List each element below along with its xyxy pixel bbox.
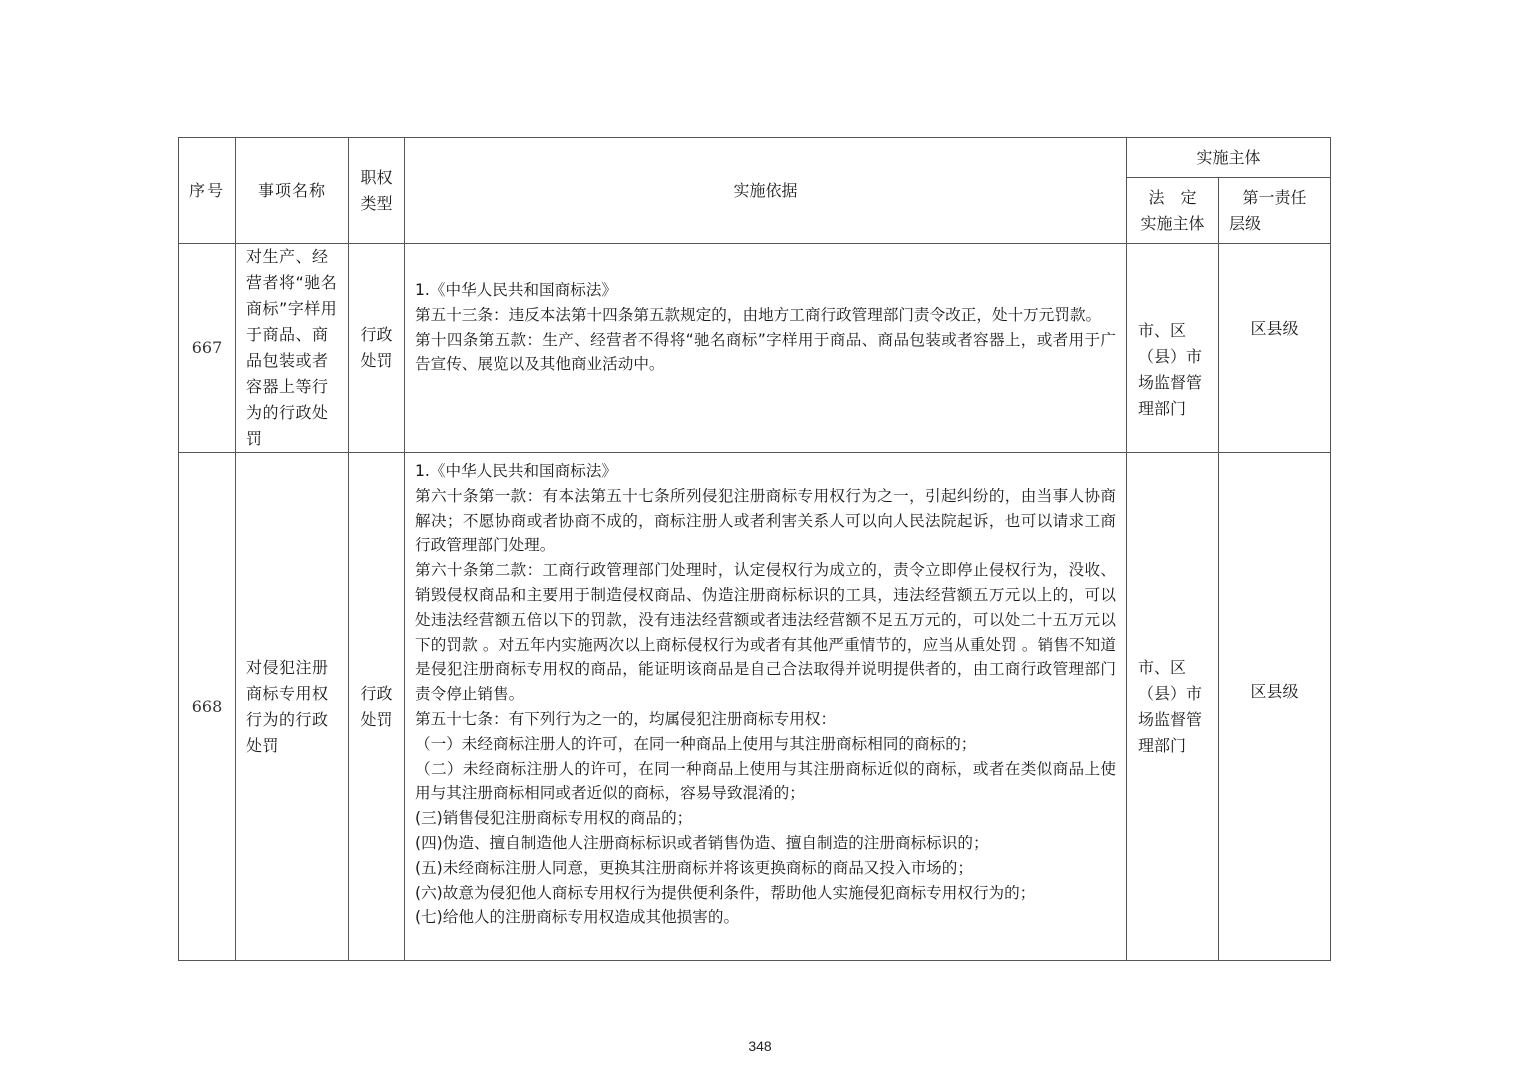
header-first-responsibility-line1: 第一责任 <box>1242 187 1307 207</box>
row-seq: 668 <box>179 453 236 961</box>
basis-line: 第五十三条：违反本法第十四条第五款规定的，由地方工商行政管理部门责令改正，处十万元罚款。 <box>415 305 1102 324</box>
header-subject: 实施主体 <box>1127 138 1331 178</box>
basis-line: 1.《中华人民共和国商标法》 <box>415 462 618 480</box>
basis-line: (三)销售侵犯注册商标专用权的商品的； <box>415 809 693 828</box>
basis-line: (七)给他人的注册商标专用权造成其他损害的。 <box>415 908 740 927</box>
basis-line: (五)未经商标注册人同意，更换其注册商标并将该更换商标的商品又投入市场的； <box>415 858 973 877</box>
row-basis <box>405 453 1127 961</box>
basis-line: 第六十条第二款：工商行政管理部门处理时，认定侵权行为成立的，责令立即停止侵权行为，没收、销毁侵权商品和主要用于制造侵权商品、伪造注册商标标识的工具，违法经营额五万元以上的，可以处违法经营额五倍以下的罚款，没有违法经营额或者违法经营额不足五万元的，可以处二十五万元以下的罚款 。对五年内实施两次以上商标侵权行为或者有其他严重情节的，应当从重处罚 。销售不知道是侵犯注册商标专用权的商品，能证明该商品是自己合法取得并说明提供者的，由工商行政管理部门责令停止销售。 <box>415 561 1116 704</box>
header-first-responsibility-line2: 层级 <box>1229 213 1262 233</box>
header-legal-subject-line1: 法 定 <box>1148 187 1197 207</box>
row-legal-subject: 市、区（县）市场监督管理部门 <box>1127 244 1219 453</box>
header-first-responsibility <box>1219 178 1331 244</box>
page-number: 348 <box>748 1038 772 1054</box>
header-authority-type <box>349 138 405 244</box>
header-legal-subject-line2: 实施主体 <box>1140 213 1205 233</box>
table-row <box>179 244 1331 453</box>
header-legal-subject <box>1127 178 1219 244</box>
basis-line: 第六十条第一款：有本法第五十七条所列侵犯注册商标专用权行为之一，引起纠纷的，由当事人协商解决；不愿协商或者协商不成的，商标注册人或者利害关系人可以向人民法院起诉，也可以请求工商行政管理部门处理。 <box>415 486 1116 555</box>
row-basis <box>405 244 1127 453</box>
table-row <box>179 453 1331 961</box>
row-first-level: 区县级 <box>1219 244 1331 453</box>
row-authority-type: 行政处罚 <box>349 453 405 961</box>
row-legal-subject: 市、区（县）市场监督管理部门 <box>1127 453 1219 961</box>
basis-line: (六)故意为侵犯他人商标专用权行为提供便利条件，帮助他人实施侵犯商标专用权行为的； <box>415 883 1036 902</box>
header-basis: 实施依据 <box>405 138 1127 244</box>
basis-line: (四)伪造、擅自制造他人注册商标标识或者销售伪造、擅自制造的注册商标标识的； <box>415 833 989 852</box>
authority-table <box>178 137 1331 961</box>
row-first-level: 区县级 <box>1219 453 1331 961</box>
header-authority-type-line2: 类型 <box>360 193 393 213</box>
header-item-name: 事项名称 <box>236 138 349 244</box>
basis-line: 第五十七条：有下列行为之一的，均属侵犯注册商标专用权： <box>415 709 837 728</box>
basis-line: 1.《中华人民共和国商标法》 <box>415 281 618 299</box>
header-seq: 序号 <box>179 138 236 244</box>
header-row-top <box>179 138 1331 178</box>
basis-line: （二）未经商标注册人的许可，在同一种商品上使用与其注册商标近似的商标，或者在类似商品上使用与其注册商标相同或者近似的商标，容易导致混淆的； <box>415 759 1116 803</box>
row-seq: 667 <box>179 244 236 453</box>
header-authority-type-line1: 职权 <box>360 167 393 187</box>
document-sheet <box>178 137 1330 961</box>
row-authority-type: 行政处罚 <box>349 244 405 453</box>
basis-line: 第十四条第五款：生产、经营者不得将“驰名商标”字样用于商品、商品包装或者容器上，或者用于广告宣传、展览以及其他商业活动中。 <box>415 330 1116 374</box>
row-item-name: 对生产、经营者将“驰名商标”字样用于商品、商品包装或者容器上等行为的行政处罚 <box>236 244 349 453</box>
basis-line: （一）未经商标注册人的许可，在同一种商品上使用与其注册商标相同的商标的； <box>415 734 977 753</box>
row-item-name: 对侵犯注册商标专用权行为的行政处罚 <box>236 453 349 961</box>
